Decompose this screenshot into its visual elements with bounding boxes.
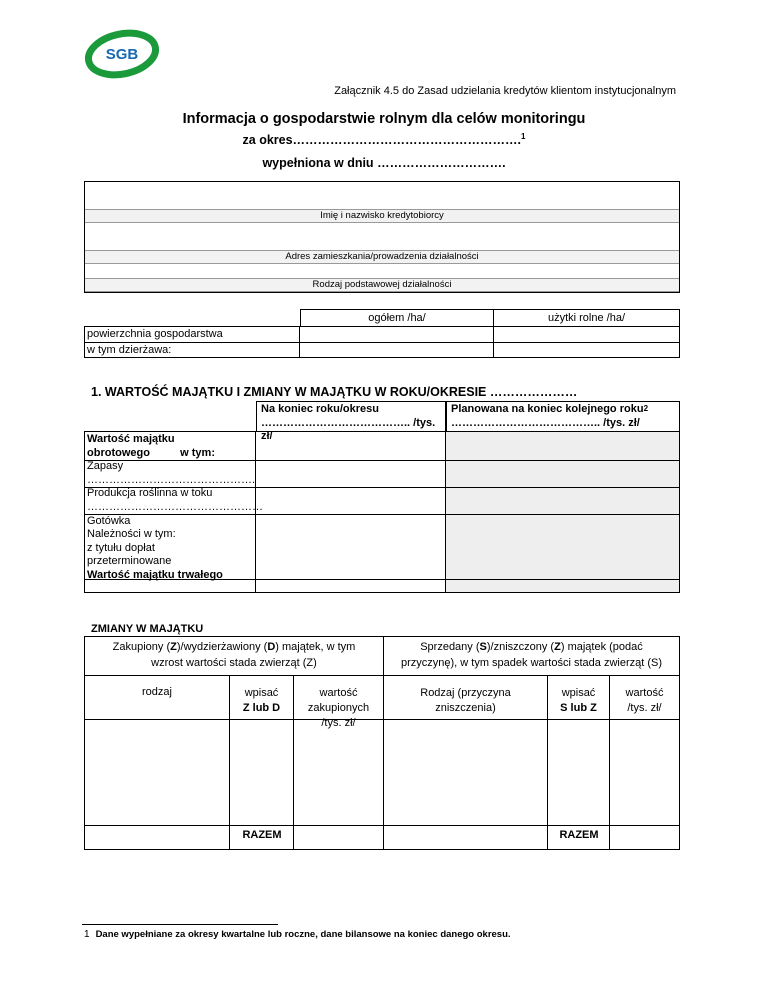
sold-head-part: )/zniszczony ( <box>486 641 555 653</box>
col-enter-sz-line2: S lub Z <box>560 702 597 714</box>
row-line <box>84 514 680 515</box>
row-line <box>84 719 680 720</box>
borrower-name-label: Imię i nazwisko kredytobiorcy <box>85 209 679 223</box>
filled-prefix: wypełniona w dniu <box>262 156 374 170</box>
col-planned-line1: Planowana na koniec kolejnego roku <box>451 403 644 415</box>
borrower-address-field[interactable] <box>85 223 679 250</box>
period-dots: ………………………………………………. <box>292 133 522 147</box>
working-capital-line2 <box>87 447 215 461</box>
subsidies-label: z tytułu dopłat <box>87 541 155 554</box>
borrower-activity-field[interactable] <box>85 264 679 278</box>
sold-head-part: ) majątek (podać <box>560 641 643 653</box>
crops-dots: ………………………………………… <box>87 500 263 513</box>
col-enter-zd-line2: Z lub D <box>242 702 281 714</box>
footnote-separator <box>82 924 278 925</box>
col-reason-line1: Rodzaj (przyczyna <box>420 687 511 699</box>
overdue-label: przeterminowane <box>87 555 172 568</box>
filled-date-line <box>0 156 768 170</box>
area-row-area: powierzchnia gospodarstwa <box>84 326 300 342</box>
period-footnote-mark: 1 <box>521 132 526 141</box>
col-planned-line2: ………………………………….. /tys. zł/ <box>451 416 640 429</box>
stocks-dots: ………………………………………. <box>87 473 256 486</box>
sgb-logo <box>84 28 160 80</box>
lease-total-input[interactable] <box>300 342 494 358</box>
borrower-address-label: Adres zamieszkania/prowadzenia działalności <box>85 250 679 264</box>
stocks-label: Zapasy <box>87 460 124 473</box>
total-acquired-label: RAZEM <box>242 829 282 841</box>
col-type[interactable] <box>84 675 230 850</box>
working-capital-line1: Wartość majątku <box>87 433 175 445</box>
col-planned-line1-wrap <box>451 403 675 417</box>
footnote <box>84 929 511 940</box>
sold-head-z: Z <box>554 641 561 653</box>
row-line <box>84 849 680 850</box>
acquired-head-part: ) majątek, w tym <box>275 641 356 653</box>
end-of-period-values[interactable] <box>256 431 446 593</box>
col-value-sold-line1: wartość <box>625 687 664 699</box>
col-value-sold-line2: /tys. zł/ <box>627 702 662 714</box>
footnote-text: Dane wypełniane za okresy kwartalne lub roczne, dane bilansowe na koniec danego okresu. <box>95 929 511 940</box>
acquired-head-part: )/wydzierżawiony ( <box>176 641 268 653</box>
borrower-activity-label: Rodzaj podstawowej działalności <box>85 278 679 292</box>
sold-header-line2: przyczynę), w tym spadek wartości stada zwierząt (S) <box>400 657 663 669</box>
acquired-header <box>84 636 384 675</box>
fixed-assets-label: Wartość majątku trwałego <box>87 568 223 581</box>
period-prefix: za okres <box>242 133 293 147</box>
borrower-box <box>84 181 680 293</box>
crops-label: Produkcja roślinna w toku <box>87 487 213 500</box>
col-enter-zd[interactable] <box>230 675 294 850</box>
assets-table <box>84 401 680 593</box>
row-line <box>84 579 680 580</box>
col-value-acquired-line2: zakupionych <box>307 702 370 714</box>
area-table <box>84 309 680 358</box>
footnote-number: 1 <box>84 929 90 940</box>
col-enter-zd-line1: wpisać <box>244 687 279 699</box>
area-total-input[interactable] <box>300 326 494 342</box>
col-end-line1: Na koniec roku/okresu <box>261 403 379 415</box>
section-1-title: 1. WARTOŚĆ MAJĄTKU I ZMIANY W MAJĄTKU W ROKU/OKRESIE ………………… <box>91 385 578 399</box>
col-value-acquired[interactable] <box>294 675 384 850</box>
borrower-name-field[interactable] <box>85 182 679 209</box>
sgb-logo-icon <box>84 28 160 80</box>
col-reason[interactable] <box>384 675 548 850</box>
acquired-header-line1 <box>85 639 383 655</box>
assets-labels <box>84 431 263 593</box>
sold-header-line1 <box>384 639 679 655</box>
row-line <box>84 825 680 826</box>
area-col-total: ogółem /ha/ <box>300 309 494 326</box>
total-sold-label: RAZEM <box>559 829 599 841</box>
col-reason-line2: zniszczenia) <box>435 702 496 714</box>
planned-values[interactable] <box>446 431 680 593</box>
sgb-logo-text: SGB <box>105 46 139 63</box>
sold-header <box>384 636 680 675</box>
sold-head-part: Sprzedany ( <box>420 641 480 653</box>
area-row-lease: w tym dzierżawa: <box>84 342 300 358</box>
filled-dots: …………………………. <box>377 156 506 170</box>
row-line <box>84 460 680 461</box>
working-capital-label: obrotowego <box>87 446 150 459</box>
changes-table <box>84 636 680 850</box>
area-arable-input[interactable] <box>494 326 680 342</box>
period-line <box>0 133 768 147</box>
col-value-acquired-line3: /tys. zł/ <box>321 717 356 729</box>
annex-line: Załącznik 4.5 do Zasad udzielania kredytów klientom instytucjonalnym <box>334 85 676 97</box>
changes-title: ZMIANY W MAJĄTKU <box>91 623 204 635</box>
working-capital-including: w tym: <box>180 446 215 459</box>
col-enter-sz-line1: wpisać <box>561 687 596 699</box>
area-col-arable: użytki rolne /ha/ <box>494 309 680 326</box>
cash-label: Gotówka <box>87 514 131 527</box>
col-end-of-period <box>256 401 446 443</box>
row-line <box>84 487 680 488</box>
document-title: Informacja o gospodarstwie rolnym dla celów monitoringu <box>182 111 586 127</box>
col-planned-footnote-mark: 2 <box>643 404 649 413</box>
col-value-acquired-line1: wartość <box>319 687 358 699</box>
col-value-sold[interactable] <box>610 675 680 850</box>
lease-arable-input[interactable] <box>494 342 680 358</box>
receivables-label: Należności w tym: <box>87 528 176 541</box>
acquired-head-part: Zakupiony ( <box>112 641 171 653</box>
col-planned <box>446 401 680 431</box>
col-enter-sz[interactable] <box>548 675 610 850</box>
col-end-line2: ………………………………….. /tys. zł/ <box>261 416 436 443</box>
sold-head-s: S <box>479 641 487 653</box>
acquired-head-z: Z <box>170 641 177 653</box>
acquired-head-d: D <box>267 641 276 653</box>
col-type-label: rodzaj <box>142 686 172 698</box>
acquired-header-line2: wzrost wartości stada zwierząt (Z) <box>151 657 317 669</box>
